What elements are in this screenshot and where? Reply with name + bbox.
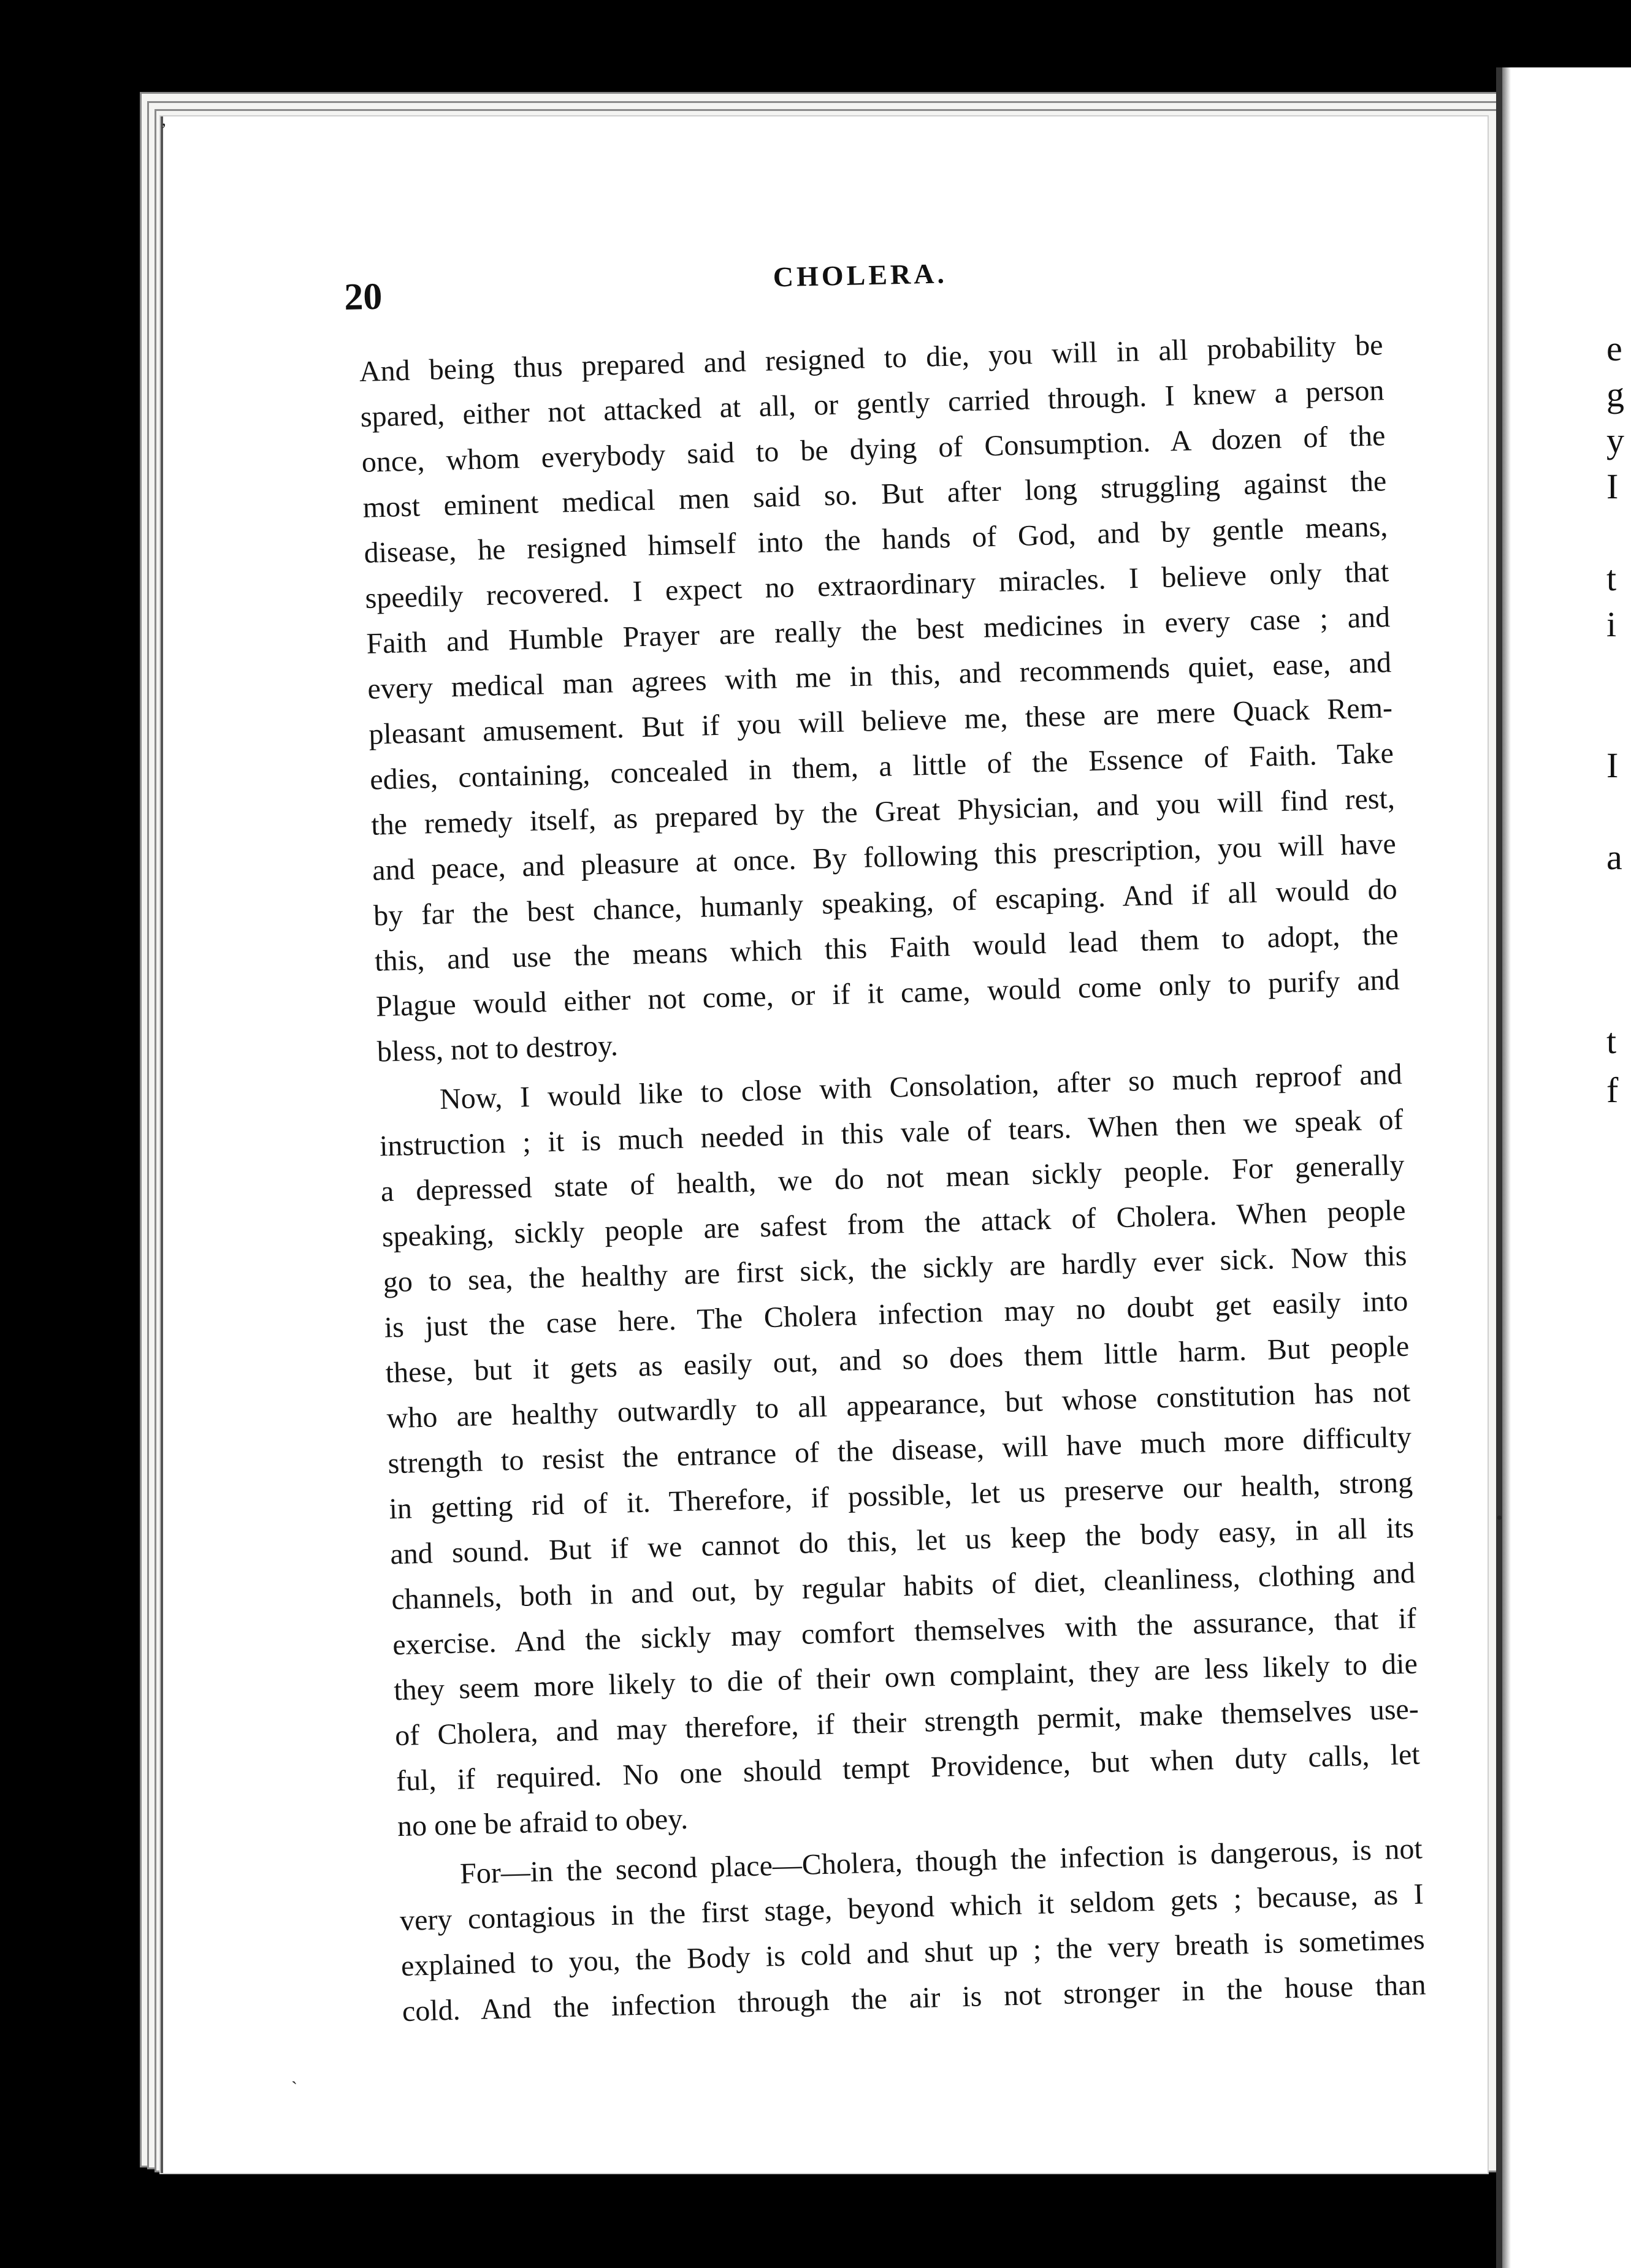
facing-page-fragment: y bbox=[1606, 420, 1624, 460]
page-title: CHOLERA. bbox=[773, 257, 948, 293]
text-line: of Cholera, and may therefore, if their strength permit, make themselves use- bbox=[394, 1692, 1419, 1752]
facing-page-fragment: I bbox=[1606, 745, 1619, 785]
text-line: they seem more likely to die of their own complaint, they are less likely to die bbox=[393, 1647, 1418, 1707]
text-line: bless, not to destroy. bbox=[376, 1029, 619, 1068]
text-line: is just the case here. The Cholera infection may no doubt get easily into bbox=[384, 1284, 1408, 1344]
text-line: and peace, and pleasure at once. By following this prescription, you will have bbox=[372, 828, 1397, 887]
paragraph-start-line: For—in the second place—Cholera, though the infection is dangerous, is not bbox=[459, 1832, 1423, 1890]
text-line: exercise. And the sickly may comfort themselves with the assurance, that if bbox=[392, 1602, 1417, 1662]
text-line: And being thus prepared and resigned to die, you will in all probability be bbox=[359, 329, 1384, 388]
text-line: disease, he resigned himself into the hands of God, and by gentle means, bbox=[364, 510, 1388, 569]
margin-mark: ’ bbox=[161, 120, 167, 140]
facing-page-gutter bbox=[1502, 67, 1511, 2268]
page-number: 20 bbox=[343, 275, 383, 318]
text-line: go to sea, the healthy are first sick, the sickly are hardly ever sick. Now this bbox=[383, 1239, 1407, 1299]
text-line: explained to you, the Body is cold and shut up ; the very breath is sometimes bbox=[400, 1923, 1426, 1983]
text-line: channels, both in and out, by regular habits of diet, cleanliness, clothing and bbox=[391, 1556, 1416, 1616]
text-line: who are healthy outwardly to all appearance, but whose constitution has not bbox=[386, 1375, 1411, 1435]
text-line: a depressed state of health, we do not mean sickly people. For generally bbox=[380, 1148, 1405, 1208]
text-line: spared, either not attacked at all, or gently carried through. I knew a person bbox=[360, 374, 1385, 433]
text-line: speedily recovered. I expect no extraordinary miracles. I believe only that bbox=[364, 555, 1389, 615]
facing-page-fragment: I bbox=[1606, 466, 1619, 506]
text-line: every medical man agrees with me in this, and recommends quiet, ease, and bbox=[367, 646, 1392, 706]
facing-page-fragment: t bbox=[1606, 1021, 1617, 1061]
text-line: very contagious in the first stage, beyond which it seldom gets ; because, as I bbox=[399, 1878, 1424, 1938]
text-line: these, but it gets as easily out, and so does them little harm. But people bbox=[385, 1330, 1410, 1390]
text-line: strength to resist the entrance of the disease, will have much more difficulty bbox=[387, 1420, 1412, 1480]
text-line: Plague would either not come, or if it came, would come only to purify and bbox=[375, 963, 1400, 1023]
text-line: ful, if required. No one should tempt Providence, but when duty calls, let bbox=[395, 1738, 1421, 1798]
text-line: in getting rid of it. Therefore, if possible, let us preserve our health, strong bbox=[388, 1466, 1413, 1526]
text-line: Faith and Humble Prayer are really the best medicines in every case ; and bbox=[365, 601, 1391, 660]
text-line: edies, containing, concealed in them, a little of the Essence of Faith. Take bbox=[369, 737, 1394, 796]
facing-page-fragment: e bbox=[1606, 329, 1622, 368]
facing-page bbox=[1496, 67, 1631, 2268]
text-line: by far the best chance, humanly speaking, of escaping. And if all would do bbox=[373, 872, 1398, 932]
facing-page-fragment: t bbox=[1606, 558, 1617, 598]
text-line: and sound. But if we cannot do this, let us keep the body easy, in all its bbox=[389, 1511, 1415, 1571]
text-line: this, and use the means which this Faith would lead them to adopt, the bbox=[374, 918, 1399, 978]
margin-mark: ` bbox=[291, 2078, 297, 2098]
text-line: speaking, sickly people are safest from the attack of Cholera. When people bbox=[381, 1193, 1407, 1254]
text-line: instruction ; it is much needed in this vale of tears. When then we speak of bbox=[379, 1103, 1404, 1163]
text-line: cold. And the infection through the air is not stronger in the house than bbox=[402, 1968, 1427, 2028]
text-line: most eminent medical men said so. But after long struggling against the bbox=[362, 465, 1387, 524]
body-text bbox=[359, 322, 1426, 2034]
text-line: pleasant amusement. But if you will believe me, these are mere Quack Rem- bbox=[368, 691, 1393, 751]
margin-mark: • bbox=[1496, 1508, 1503, 1528]
facing-page-fragment: a bbox=[1606, 837, 1622, 877]
text-line: once, whom everybody said to be dying of Consumption. A dozen of the bbox=[361, 419, 1386, 479]
text-line: no one be afraid to obey. bbox=[397, 1802, 689, 1843]
text-line: the remedy itself, as prepared by the Great Physician, and you will find rest, bbox=[370, 782, 1396, 842]
facing-page-fragment: f bbox=[1606, 1070, 1619, 1110]
facing-page-fragment: i bbox=[1606, 604, 1617, 644]
facing-page-fragment: g bbox=[1606, 375, 1624, 414]
paragraph-start-line: Now, I would like to close with Consolation, after so much reproof and bbox=[439, 1057, 1403, 1116]
